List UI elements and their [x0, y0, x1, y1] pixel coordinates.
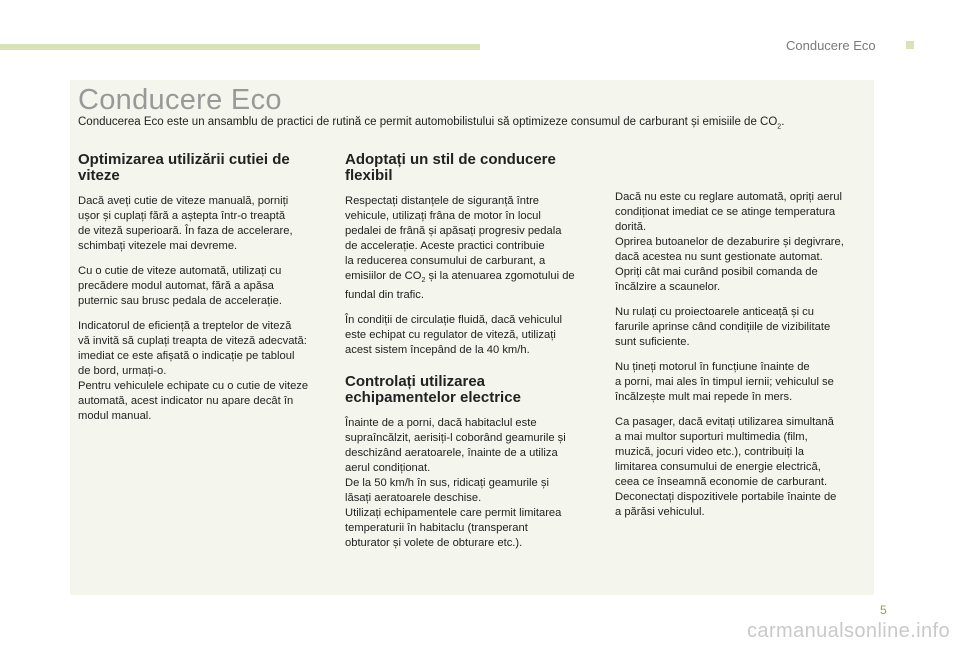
- header-accent-bar: [0, 44, 480, 50]
- paragraph: Cu o cutie de viteze automată, utilizați cu precădere modul automat, fără a apăsa puternic sau brusc pedala de accelerație.: [78, 265, 282, 307]
- watermark: carmanualsonline.info: [747, 620, 950, 642]
- column-electrical-continued: [615, 190, 870, 530]
- paragraph: Dacă aveți cutie de viteze manuală, porniți ușor și cuplați fără a aștepta într-o treaptă de viteză superioară. În faza de accelerare, schimbați vitezele mai devreme.: [78, 195, 293, 252]
- section-heading-electrical: Controlați utilizarea echipamentelor electrice: [345, 373, 521, 407]
- page-number: 5: [880, 603, 887, 617]
- paragraph: În condiții de circulație fluidă, dacă vehiculul este echipat cu regulator de viteză, utilizați acest sistem începând de la 40 km/h.: [345, 314, 563, 357]
- paragraph: Nu țineți motorul în funcțiune înainte de a porni, mai ales în timpul iernii; vehiculul se încălzește mult mai repede în mers.: [615, 361, 834, 403]
- paragraph: Ca pasager, dacă evitați utilizarea simultană a mai multor suporturi multimedia (film, muzică, jocuri video etc.), contribuiți la limitarea consumului de energie electrică, ceea ce înseamnă economie de carburant. Deconectați dispozitivele portabile înainte de a părăsi vehiculul.: [615, 416, 837, 518]
- header-square-marker: [906, 41, 914, 49]
- page-title: Conducere Eco: [78, 84, 282, 116]
- paragraph: Dacă nu este cu reglare automată, opriți aerul condiționat imediat ce se atinge temperatura dorită. Oprirea butoanelor de dezaburire și degivrare, dacă acestea nu sunt gestionate automat. Opriți cât mai curând posibil comanda de încălzire a scaunelor.: [615, 191, 844, 293]
- paragraph: Înainte de a porni, dacă habitaclul este supraîncălzit, aerisiți-l coborând geamurile și deschizând aeratoarele, înainte de a utiliza aerul condiționat. De la 50 km/h în sus, ridicați geamurile și lăsați aeratoarele deschise. Utilizați echipamentele care permit limitarea temperaturii în habitaclu (transperant obturator și volete de obturare etc.).: [345, 417, 566, 550]
- column-driving-style: [345, 152, 595, 561]
- header-section-title: Conducere Eco: [786, 38, 876, 53]
- section-heading-driving-style: Adoptați un stil de conducere flexibil: [345, 151, 556, 184]
- paragraph: Indicatorul de eficiență a treptelor de viteză vă invită să cuplați treapta de viteză adecvată: imediat ce este afișată o indicație pe tabloul de bord, urmați-o. Pentru vehiculele echipate cu o cutie de viteze automată, acest indicator nu apare decât în modul manual.: [78, 320, 309, 422]
- intro-paragraph: Conducerea Eco este un ansamblu de practici de rutină ce permit automobilistului să optimizeze consumul de carburant și emisiile de $CO_2$.: [78, 116, 785, 131]
- paragraph: Nu rulați cu proiectoarele anticeață și cu farurile aprinse când condițiile de vizibilitate sunt suficiente.: [615, 306, 831, 348]
- paragraph: Respectați distanțele de siguranță între vehicule, utilizați frâna de motor în locul pedalei de frână și apăsați progresiv pedala de accelerație. Aceste practici contribuie la reducerea consumului de carburant, a emisiilor de $CO_2$ și la atenuarea zgomotului de fundal din trafic.: [345, 195, 575, 302]
- section-heading-gearbox: Optimizarea utilizării cutiei de viteze: [78, 151, 290, 184]
- column-gearbox: [78, 152, 328, 434]
